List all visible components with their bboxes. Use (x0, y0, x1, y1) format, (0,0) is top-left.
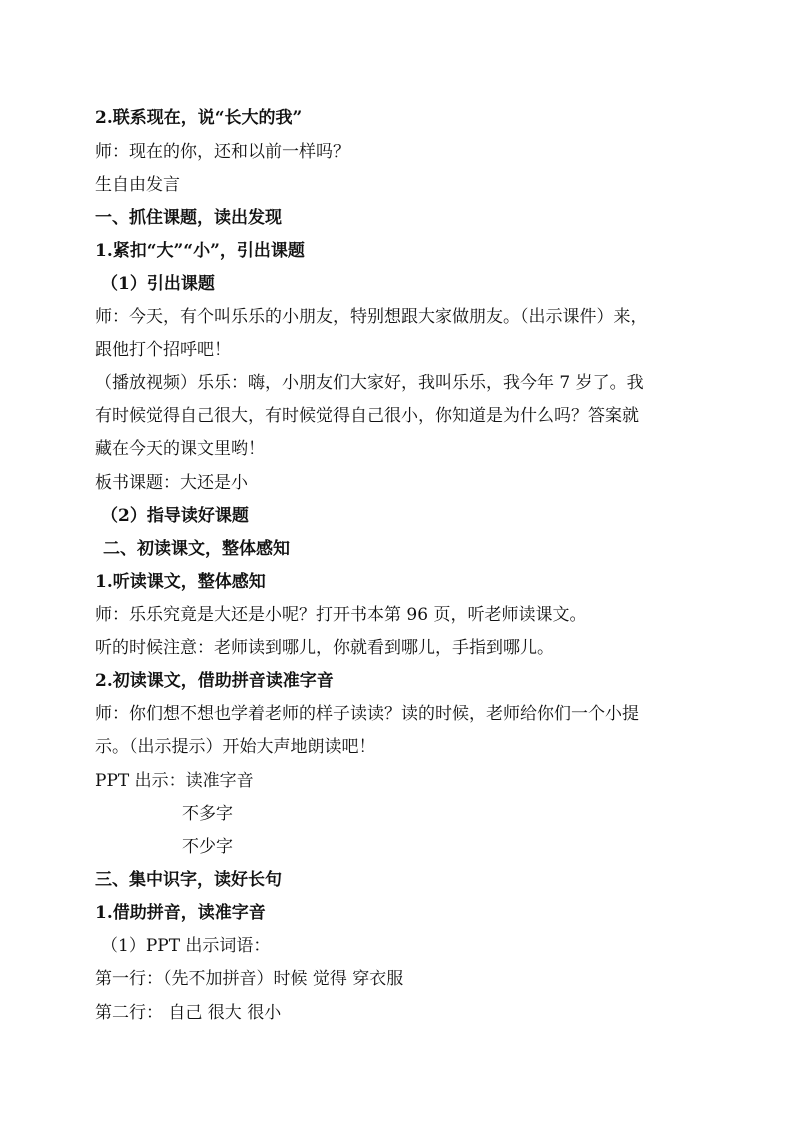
paragraph-line: （播放视频）乐乐：嗨，小朋友们大家好，我叫乐乐，我今年 7 岁了。我 (95, 373, 644, 393)
paragraph-line: 师：你们想不想也学着老师的样子读读？读的时候，老师给你们一个小提 (95, 704, 639, 724)
paragraph-line: 师：现在的你，还和以前一样吗？ (95, 142, 350, 162)
section-heading: 1.借助拼音，读准字音 (95, 903, 266, 923)
paragraph-line: （1）PPT 出示词语： (101, 936, 271, 956)
paragraph-line: 有时候觉得自己很大，有时候觉得自己很小，你知道是为什么吗？答案就 (95, 406, 639, 426)
section-heading: 1.紧扣“大”“小”，引出课题 (95, 241, 305, 261)
paragraph-line: 不多字 (182, 804, 233, 824)
paragraph-line: 师：乐乐究竟是大还是小呢？打开书本第 96 页，听老师读课文。 (95, 605, 587, 625)
paragraph-line: PPT 出示：读准字音 (95, 771, 254, 791)
section-heading: 一、抓住课题，读出发现 (95, 208, 282, 228)
paragraph-line: 第一行：（先不加拼音）时候 觉得 穿衣服 (95, 969, 404, 989)
paragraph-line: 不少字 (182, 837, 233, 857)
paragraph-line: 藏在今天的课文里哟！ (95, 439, 265, 459)
section-heading: 2.初读课文，借助拼音读准字音 (95, 671, 334, 691)
paragraph-line: 示。（出示提示）开始大声地朗读吧！ (95, 737, 376, 757)
section-heading: 二、初读课文，整体感知 (103, 539, 290, 559)
paragraph-line: 板书课题：大还是小 (95, 473, 248, 493)
paragraph-line: 师：今天，有个叫乐乐的小朋友，特别想跟大家做朋友。（出示课件）来， (95, 307, 648, 327)
paragraph-line: 第二行： 自己 很大 很小 (95, 1003, 282, 1023)
section-heading: 2.联系现在，说“长大的我” (95, 108, 303, 128)
section-heading: 1.听读课文，整体感知 (95, 572, 266, 592)
section-heading: 三、集中识字，读好长句 (95, 870, 282, 890)
paragraph-line: 生自由发言 (95, 175, 180, 195)
subsection-heading: （1）引出课题 (101, 274, 215, 294)
paragraph-line: 跟他打个招呼吧！ (95, 340, 231, 360)
subsection-heading: （2）指导读好课题 (101, 506, 249, 526)
paragraph-line: 听的时候注意：老师读到哪儿，你就看到哪儿，手指到哪儿。 (95, 638, 554, 658)
